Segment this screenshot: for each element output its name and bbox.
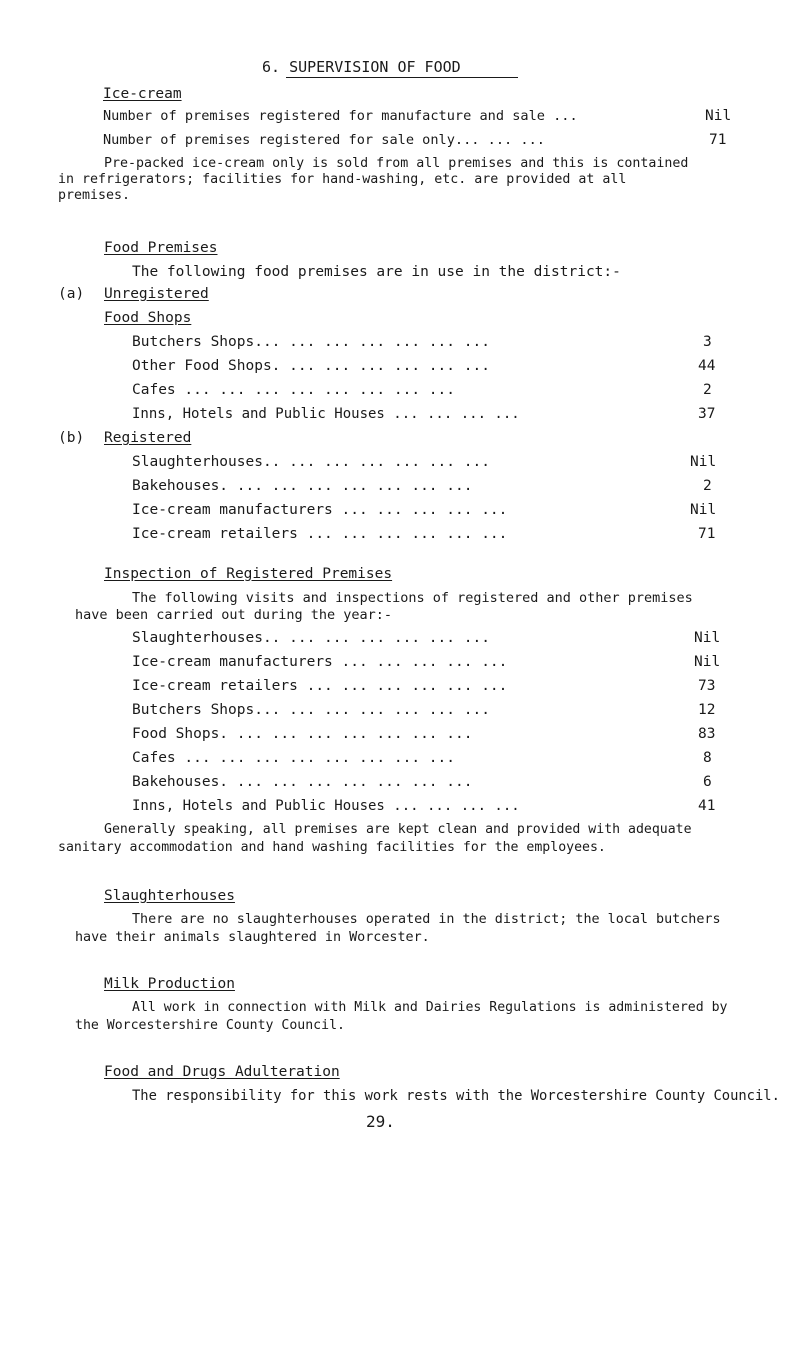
row-label: Butchers Shops... ... ... ... ... ... ... xyxy=(132,702,490,718)
row-label: Cafes ... ... ... ... ... ... ... ... xyxy=(132,382,456,398)
page-number: 29. xyxy=(366,1112,395,1131)
inspection-row xyxy=(132,702,752,722)
inspection-intro-line: have been carried out during the year:- xyxy=(75,607,392,623)
row-label: Butchers Shops... ... ... ... ... ... ... xyxy=(132,334,490,350)
slaughterhouses-line: have their animals slaughtered in Worcester. xyxy=(75,930,430,945)
ice-cream-paragraph-line: Pre-packed ice-cream only is sold from all premises and this is contained xyxy=(104,156,689,171)
row-label: Number of premises registered for manufacture and sale ... xyxy=(103,108,578,124)
ice-cream-paragraph-line: premises. xyxy=(58,188,131,203)
registered-row xyxy=(132,502,752,522)
row-label: Inns, Hotels and Public Houses ... ... ... ... xyxy=(132,406,520,422)
row-value: 2 xyxy=(703,382,712,398)
row-label: Slaughterhouses.. ... ... ... ... ... ... xyxy=(132,630,490,646)
inspection-row xyxy=(132,678,752,698)
row-label: Ice-cream retailers ... ... ... ... ... ... xyxy=(132,678,508,694)
inspection-summary-line: Generally speaking, all premises are kept clean and provided with adequate xyxy=(104,822,692,837)
row-value: 37 xyxy=(698,406,716,422)
adulteration-line: The responsibility for this work rests with the Worcestershire County Council. xyxy=(132,1088,780,1104)
inspection-summary-line: sanitary accommodation and hand washing facilities for the employees. xyxy=(58,840,606,855)
row-label: Bakehouses. ... ... ... ... ... ... ... xyxy=(132,774,473,790)
row-label: Inns, Hotels and Public Houses ... ... ... ... xyxy=(132,798,520,814)
milk-production-heading: Milk Production xyxy=(104,976,235,992)
ice-cream-paragraph-line: in refrigerators; facilities for hand-washing, etc. are provided at all xyxy=(58,172,627,187)
unregistered-row xyxy=(132,406,752,426)
inspection-row xyxy=(132,630,752,650)
inspection-intro-line: The following visits and inspections of registered and other premises xyxy=(132,590,693,606)
section-title-text: 6. SUPERVISION OF FOOD xyxy=(262,58,461,76)
section-title xyxy=(262,58,461,76)
row-value: Nil xyxy=(694,654,721,670)
row-value: 83 xyxy=(698,726,716,742)
unregistered-row xyxy=(132,358,752,378)
registered-heading: Registered xyxy=(104,430,192,446)
row-label: Ice-cream manufacturers ... ... ... ... ... xyxy=(132,502,508,518)
ice-cream-row xyxy=(103,108,743,128)
inspection-row xyxy=(132,726,752,746)
row-value: Nil xyxy=(690,502,717,518)
row-value: 6 xyxy=(703,774,712,790)
row-label: Other Food Shops. ... ... ... ... ... ... xyxy=(132,358,490,374)
ice-cream-heading: Ice-cream xyxy=(103,86,182,102)
row-value: 44 xyxy=(698,358,716,374)
row-label: Cafes ... ... ... ... ... ... ... ... xyxy=(132,750,456,766)
inspection-row xyxy=(132,774,752,794)
registered-row xyxy=(132,454,752,474)
row-value: 2 xyxy=(703,478,712,494)
row-value: 8 xyxy=(703,750,712,766)
row-label: Ice-cream manufacturers ... ... ... ... ... xyxy=(132,654,508,670)
row-value: 71 xyxy=(709,132,727,148)
registered-row xyxy=(132,526,752,546)
section-title-underline xyxy=(286,77,518,78)
unregistered-marker: (a) xyxy=(58,286,85,302)
food-premises-heading: Food Premises xyxy=(104,240,218,256)
row-label: Slaughterhouses.. ... ... ... ... ... ... xyxy=(132,454,490,470)
row-value: 71 xyxy=(698,526,716,542)
milk-production-line: All work in connection with Milk and Dairies Regulations is administered by xyxy=(132,1000,728,1015)
registered-marker: (b) xyxy=(58,430,85,446)
row-label: Food Shops. ... ... ... ... ... ... ... xyxy=(132,726,473,742)
food-shops-heading: Food Shops xyxy=(104,310,192,326)
row-value: 3 xyxy=(703,334,712,350)
row-label: Number of premises registered for sale only... ... ... xyxy=(103,132,545,148)
unregistered-row xyxy=(132,334,752,354)
unregistered-heading: Unregistered xyxy=(104,286,209,302)
slaughterhouses-line: There are no slaughterhouses operated in the district; the local butchers xyxy=(132,912,721,927)
inspection-row xyxy=(132,654,752,674)
slaughterhouses-heading: Slaughterhouses xyxy=(104,888,235,904)
unregistered-row xyxy=(132,382,752,402)
milk-production-line: the Worcestershire County Council. xyxy=(75,1018,345,1033)
inspection-row xyxy=(132,750,752,770)
adulteration-heading: Food and Drugs Adulteration xyxy=(104,1064,340,1080)
row-label: Bakehouses. ... ... ... ... ... ... ... xyxy=(132,478,473,494)
row-value: 73 xyxy=(698,678,716,694)
row-value: Nil xyxy=(690,454,717,470)
row-value: 41 xyxy=(698,798,716,814)
row-value: Nil xyxy=(705,108,732,124)
row-value: Nil xyxy=(694,630,721,646)
row-label: Ice-cream retailers ... ... ... ... ... ... xyxy=(132,526,508,542)
inspection-row xyxy=(132,798,752,818)
food-premises-intro: The following food premises are in use in the district:- xyxy=(132,264,621,280)
ice-cream-row xyxy=(103,132,743,152)
inspection-heading: Inspection of Registered Premises xyxy=(104,566,393,582)
row-value: 12 xyxy=(698,702,716,718)
registered-row xyxy=(132,478,752,498)
